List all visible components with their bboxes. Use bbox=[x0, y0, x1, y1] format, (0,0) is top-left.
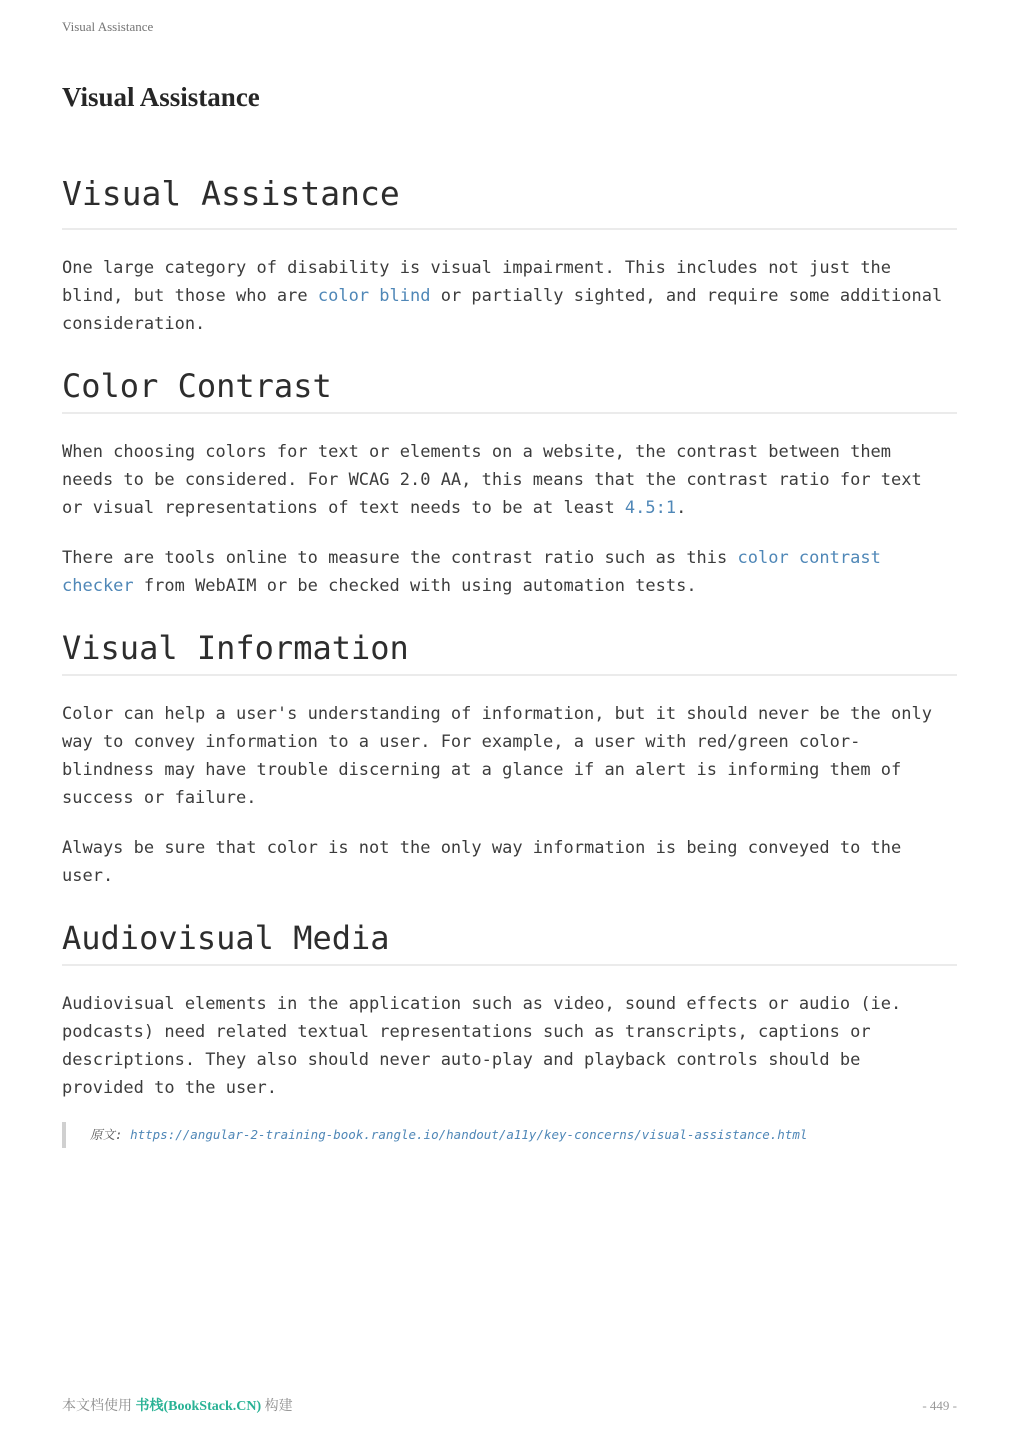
paragraph-intro bbox=[62, 254, 946, 338]
tools-text-before: There are tools online to measure the contrast ratio such as this bbox=[62, 548, 738, 568]
bookstack-brand-link[interactable]: 书栈(BookStack.CN) bbox=[135, 1399, 262, 1414]
section-divider bbox=[62, 412, 957, 414]
heading-visual-information: Visual Information bbox=[62, 629, 409, 667]
section-divider bbox=[62, 674, 957, 676]
paragraph-contrast-tools bbox=[62, 544, 946, 600]
intro-text-before: One large category of disability is visual impairment. This includes not just the blind, but those who are bbox=[62, 258, 892, 306]
color-blind-link[interactable]: color blind bbox=[317, 286, 431, 306]
contrast-text-after: . bbox=[676, 498, 687, 518]
source-citation-block bbox=[62, 1122, 957, 1148]
page-title: Visual Assistance bbox=[62, 82, 260, 112]
paragraph-contrast-ratio bbox=[62, 438, 946, 522]
paragraph-audiovisual: Audiovisual elements in the application such as video, sound effects or audio (ie. podcasts) need related textual representations such as transcripts, captions or descriptions. They also should never auto-play and playback controls should be provided to the user. bbox=[62, 994, 902, 1098]
contrast-text-before: When choosing colors for text or elements on a website, the contrast between them needs to be considered. For WCAG 2.0 AA, this means that the contrast ratio for text or visual representations of text needs to be at least bbox=[62, 442, 922, 518]
heading-visual-assistance: Visual Assistance bbox=[62, 174, 400, 213]
generator-credit bbox=[62, 1395, 293, 1415]
paragraph-color-information: Color can help a user's understanding of information, but it should never be the only way to convey information to a user. For example, a user with red/green color-blindness may have trouble discerning at a glance if an alert is informing them of success or failure. bbox=[62, 704, 932, 808]
page-number: - 449 - bbox=[922, 1398, 957, 1413]
credit-text-before: 本文档使用 bbox=[62, 1399, 136, 1414]
contrast-ratio-link[interactable]: 4.5:1 bbox=[624, 498, 677, 518]
source-label: 原文: bbox=[90, 1127, 131, 1142]
section-divider bbox=[62, 228, 957, 230]
intro-text-after: or partially sighted, and require some additional consideration. bbox=[62, 286, 943, 334]
paragraph-color-only-warning: Always be sure that color is not the only way information is being conveyed to the user. bbox=[62, 838, 902, 886]
source-url-link[interactable]: https://angular-2-training-book.rangle.io/handout/a11y/key-concerns/visual-assistance.html bbox=[130, 1127, 808, 1142]
section-divider bbox=[62, 964, 957, 966]
credit-text-after: 构建 bbox=[261, 1399, 293, 1414]
tools-text-after: from WebAIM or be checked with using automation tests. bbox=[133, 576, 697, 596]
page-footer bbox=[62, 1395, 957, 1415]
heading-audiovisual-media: Audiovisual Media bbox=[62, 919, 390, 957]
running-header: Visual Assistance bbox=[62, 19, 154, 34]
contrast-checker-link[interactable]: color contrast checker bbox=[62, 548, 881, 596]
document-content bbox=[62, 175, 957, 1148]
heading-color-contrast: Color Contrast bbox=[62, 367, 332, 405]
